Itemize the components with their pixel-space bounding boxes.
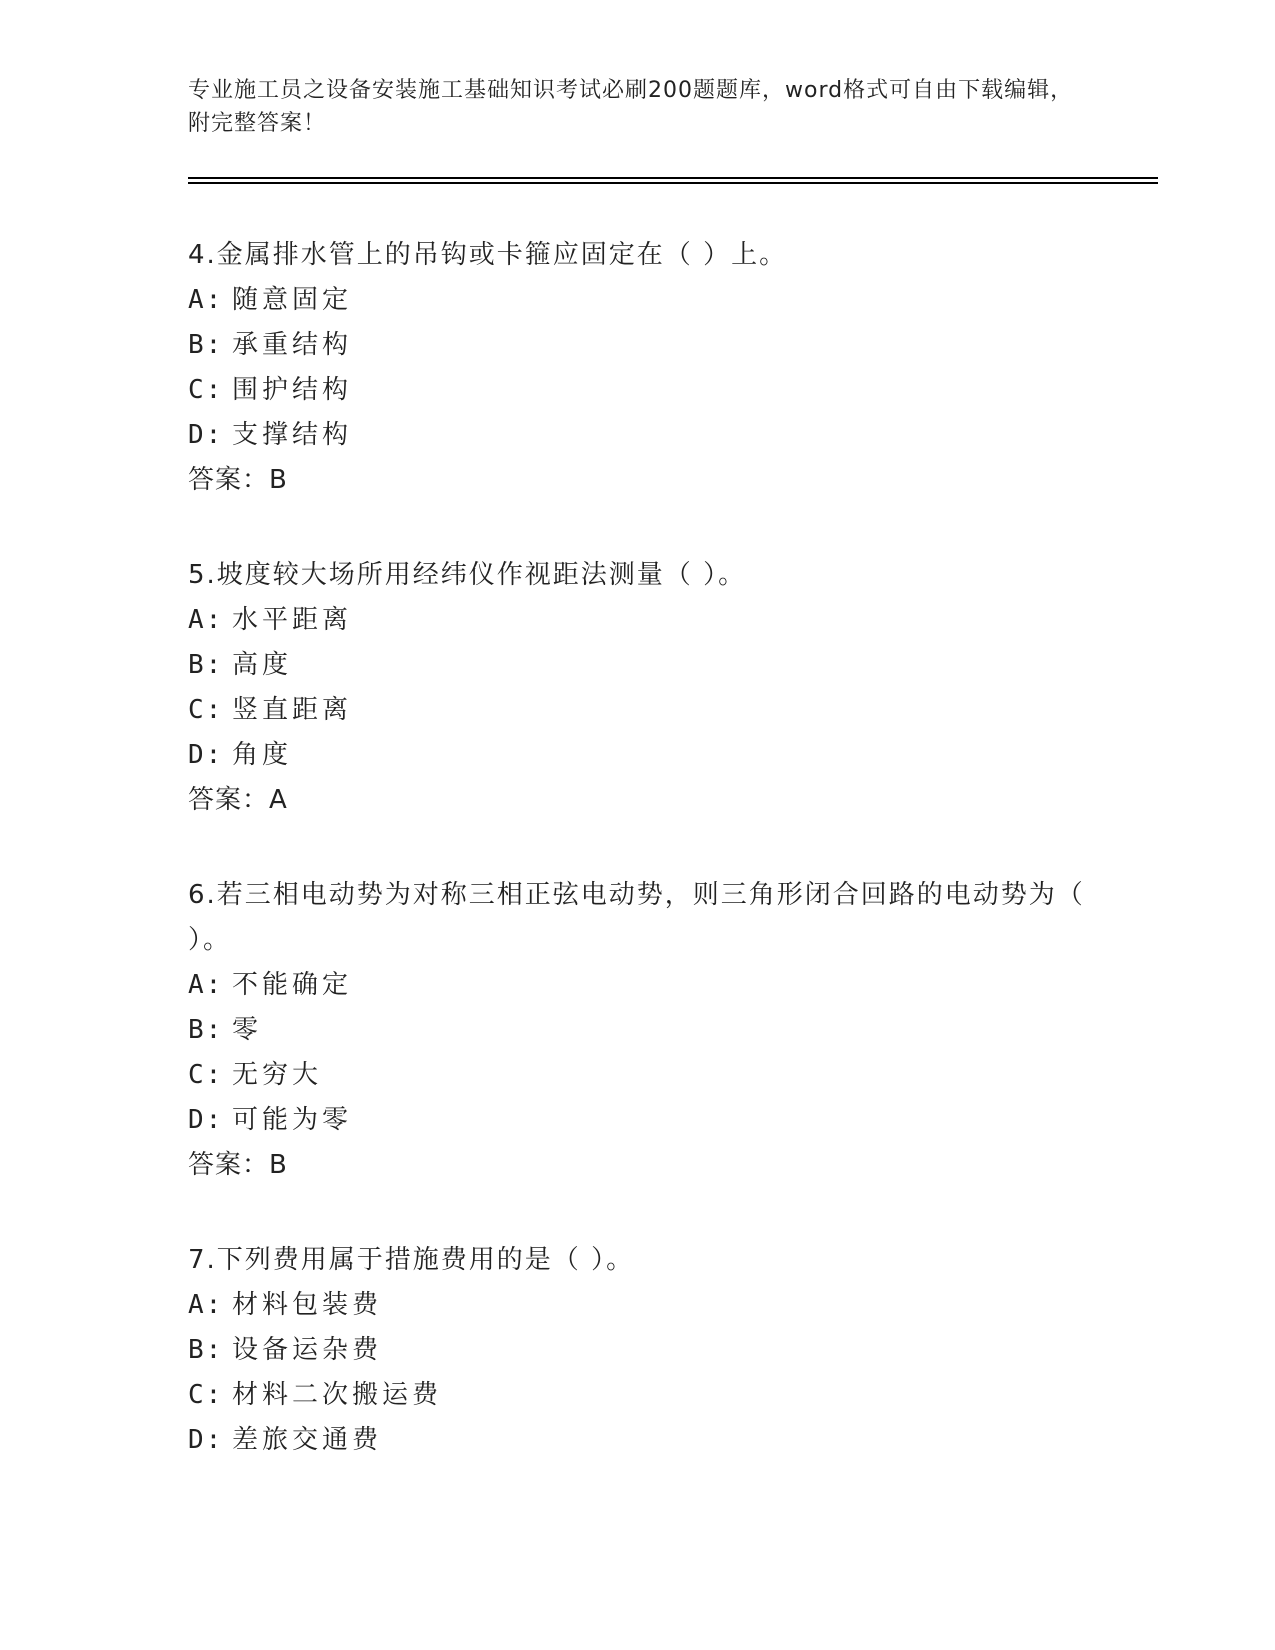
option-text: 不能确定 [232, 970, 353, 1000]
option-letter: C: [188, 695, 224, 725]
option-c [188, 1373, 1088, 1418]
option-c [188, 688, 1088, 733]
option-text: 材料包装费 [232, 1290, 383, 1320]
option-letter: A: [188, 285, 224, 315]
option-letter: B: [188, 650, 224, 680]
option-text: 随意固定 [232, 285, 353, 315]
option-letter: A: [188, 1290, 224, 1320]
option-a [188, 278, 1088, 323]
option-text: 设备运杂费 [232, 1335, 383, 1365]
option-d [188, 1098, 1088, 1143]
option-letter: C: [188, 1380, 224, 1410]
option-text: 差旅交通费 [232, 1425, 383, 1455]
option-text: 无穷大 [232, 1060, 323, 1090]
option-a [188, 1283, 1088, 1328]
document-header: 专业施工员之设备安装施工基础知识考试必刷200题题库，word格式可自由下载编辑，附完整答案！ [188, 78, 1074, 136]
option-b [188, 1328, 1088, 1373]
option-a [188, 598, 1088, 643]
option-text: 角度 [232, 740, 293, 770]
option-text: 可能为零 [232, 1105, 353, 1135]
option-letter: B: [188, 1335, 224, 1365]
option-text: 材料二次搬运费 [232, 1380, 443, 1410]
option-text: 承重结构 [232, 330, 353, 360]
option-letter: C: [188, 375, 224, 405]
question-7 [188, 1238, 1088, 1463]
question-stem: 4.金属排水管上的吊钩或卡箍应固定在（ ）上。 [188, 240, 788, 270]
option-b [188, 643, 1088, 688]
question-6 [188, 873, 1088, 1188]
header-divider-bottom [188, 182, 1158, 184]
option-d [188, 1418, 1088, 1463]
option-text: 支撑结构 [232, 420, 353, 450]
option-text: 水平距离 [232, 605, 353, 635]
option-letter: A: [188, 605, 224, 635]
question-stem: 6.若三相电动势为对称三相正弦电动势，则三角形闭合回路的电动势为（ ）。 [188, 880, 1085, 955]
option-d [188, 733, 1088, 778]
option-c [188, 1053, 1088, 1098]
option-letter: D: [188, 1105, 224, 1135]
option-letter: B: [188, 330, 224, 360]
question-stem: 5.坡度较大场所用经纬仪作视距法测量（ ）。 [188, 560, 747, 590]
question-5 [188, 553, 1088, 823]
option-b [188, 1008, 1088, 1053]
option-a [188, 963, 1088, 1008]
answer-line: 答案：B [188, 465, 288, 495]
option-c [188, 368, 1088, 413]
option-letter: B: [188, 1015, 224, 1045]
option-d [188, 413, 1088, 458]
option-text: 高度 [232, 650, 293, 680]
option-text: 零 [232, 1015, 263, 1045]
answer-line: 答案：A [188, 785, 288, 815]
option-letter: D: [188, 1425, 224, 1455]
question-4 [188, 233, 1088, 503]
question-stem: 7.下列费用属于措施费用的是（ ）。 [188, 1245, 635, 1275]
option-text: 竖直距离 [232, 695, 353, 725]
option-letter: A: [188, 970, 224, 1000]
option-text: 围护结构 [232, 375, 353, 405]
option-letter: C: [188, 1060, 224, 1090]
option-letter: D: [188, 740, 224, 770]
answer-line: 答案：B [188, 1150, 288, 1180]
option-b [188, 323, 1088, 368]
option-letter: D: [188, 420, 224, 450]
header-divider-top [188, 177, 1158, 179]
